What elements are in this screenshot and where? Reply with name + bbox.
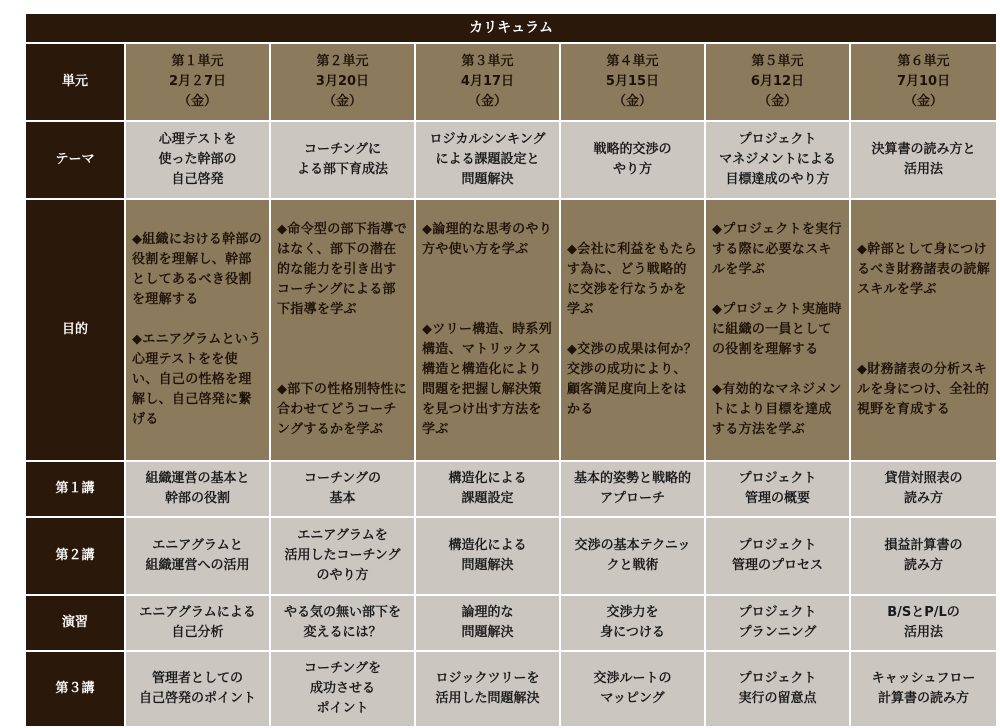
purpose-5-item-1: ◆プロジェクトを実行する際に必要なスキルを学ぶ: [712, 222, 842, 277]
row-label-lecture1: 第１講: [25, 461, 125, 517]
row-label-exercise: 演習: [25, 595, 125, 651]
lecture3-5: プロジェクト 実行の留意点: [705, 651, 850, 727]
exercise-6: B/SとP/Lの 活用法: [850, 595, 997, 651]
table-title: カリキュラム: [25, 13, 997, 43]
purpose-5-item-2: ◆プロジェクト実施時に組織の一員としての役割を理解する: [712, 302, 842, 357]
lecture3-4: 交渉ルートの マッピング: [560, 651, 705, 727]
row-label-purpose: 目的: [25, 199, 125, 461]
lecture2-6: 損益計算書の 読み方: [850, 517, 997, 595]
lecture2-4: 交渉の基本テクニッ クと戦術: [560, 517, 705, 595]
exercise-4: 交渉力を 身につける: [560, 595, 705, 651]
purpose-6: [850, 199, 997, 461]
theme-2: コーチングに よる部下育成法: [270, 121, 415, 199]
unit-3: 第３単元 4月17日 （金）: [415, 43, 560, 121]
lecture3-6: キャッシュフロー 計算書の読み方: [850, 651, 997, 727]
purpose-5-item-3: ◆有効的なマネジメントにより目標を達成する方法を学ぶ: [712, 382, 842, 437]
exercise-2: やる気の無い部下を 変えるには？: [270, 595, 415, 651]
row-label-unit: 単元: [25, 43, 125, 121]
lecture3-2: コーチングを 成功させる ポイント: [270, 651, 415, 727]
unit-1: 第１単元 2月２7日 （金）: [125, 43, 270, 121]
purpose-1: [125, 199, 270, 461]
theme-3: ロジカルシンキング による課題設定と 問題解決: [415, 121, 560, 199]
lecture1-6: 貸借対照表の 読み方: [850, 461, 997, 517]
lecture2-1: エニアグラムと 組織運営への活用: [125, 517, 270, 595]
theme-4: 戦略的交渉の やり方: [560, 121, 705, 199]
lecture1-3: 構造化による 課題設定: [415, 461, 560, 517]
theme-5: プロジェクト マネジメントによる 目標達成のやり方: [705, 121, 850, 199]
lecture1-1: 組織運営の基本と 幹部の役割: [125, 461, 270, 517]
row-label-lecture2: 第２講: [25, 517, 125, 595]
theme-6: 決算書の読み方と 活用法: [850, 121, 997, 199]
purpose-4-item-2: ◆交渉の成果は何か？交渉の成功により、顧客満足度向上をはかる: [567, 342, 697, 417]
lecture3-1: 管理者としての 自己啓発のポイント: [125, 651, 270, 727]
row-label-lecture3: 第３講: [25, 651, 125, 727]
lecture1-2: コーチングの 基本: [270, 461, 415, 517]
purpose-6-item-2: ◆財務諸表の分析スキルを身につけ、全社的視野を育成する: [857, 362, 990, 417]
unit-6: 第６単元 7月10日 （金）: [850, 43, 997, 121]
lecture2-5: プロジェクト 管理のプロセス: [705, 517, 850, 595]
lecture3-3: ロジックツリーを 活用した問題解決: [415, 651, 560, 727]
lecture2-3: 構造化による 問題解決: [415, 517, 560, 595]
row-label-theme: テーマ: [25, 121, 125, 199]
unit-5: 第５単元 6月12日 （金）: [705, 43, 850, 121]
purpose-4: [560, 199, 705, 461]
purpose-3: [415, 199, 560, 461]
theme-1: 心理テストを 使った幹部の 自己啓発: [125, 121, 270, 199]
purpose-2-item-2: ◆部下の性格別特性に合わせてどうコーチングするかを学ぶ: [277, 382, 407, 437]
purpose-3-item-1: ◆論理的な思考のやり方や使い方を学ぶ: [422, 222, 552, 257]
lecture2-2: エニアグラムを 活用したコーチング のやり方: [270, 517, 415, 595]
purpose-2: [270, 199, 415, 461]
exercise-1: エニアグラムによる 自己分析: [125, 595, 270, 651]
purpose-4-item-1: ◆会社に利益をもたらす為に、どう戦略的に交渉を行なうかを学ぶ: [567, 242, 697, 317]
lecture1-5: プロジェクト 管理の概要: [705, 461, 850, 517]
curriculum-table: [24, 12, 998, 728]
purpose-5: [705, 199, 850, 461]
lecture1-4: 基本的姿勢と戦略的 アプローチ: [560, 461, 705, 517]
purpose-6-item-1: ◆幹部として身につけるべき財務諸表の読解スキルを学ぶ: [857, 242, 991, 297]
purpose-3-item-2: ◆ツリー構造、時系列構造、マトリックス構造と構造化により問題を把握し解決策を見つけ出す方法を学ぶ: [422, 322, 552, 437]
exercise-3: 論理的な 問題解決: [415, 595, 560, 651]
exercise-5: プロジェクト プランニング: [705, 595, 850, 651]
unit-2: 第２単元 3月20日 （金）: [270, 43, 415, 121]
purpose-2-item-1: ◆命令型の部下指導ではなく、部下の潜在的な能力を引き出すコーチングによる部下指導を学ぶ: [277, 222, 407, 317]
unit-4: 第４単元 5月15日 （金）: [560, 43, 705, 121]
purpose-1-item-2: ◆エニアグラムという心理テストをを使い、自己の性格を理解し、自己啓発に繋げる: [132, 332, 262, 427]
purpose-1-item-1: ◆組織における幹部の役割を理解し、幹部としてあるべき役割を理解する: [132, 232, 262, 307]
